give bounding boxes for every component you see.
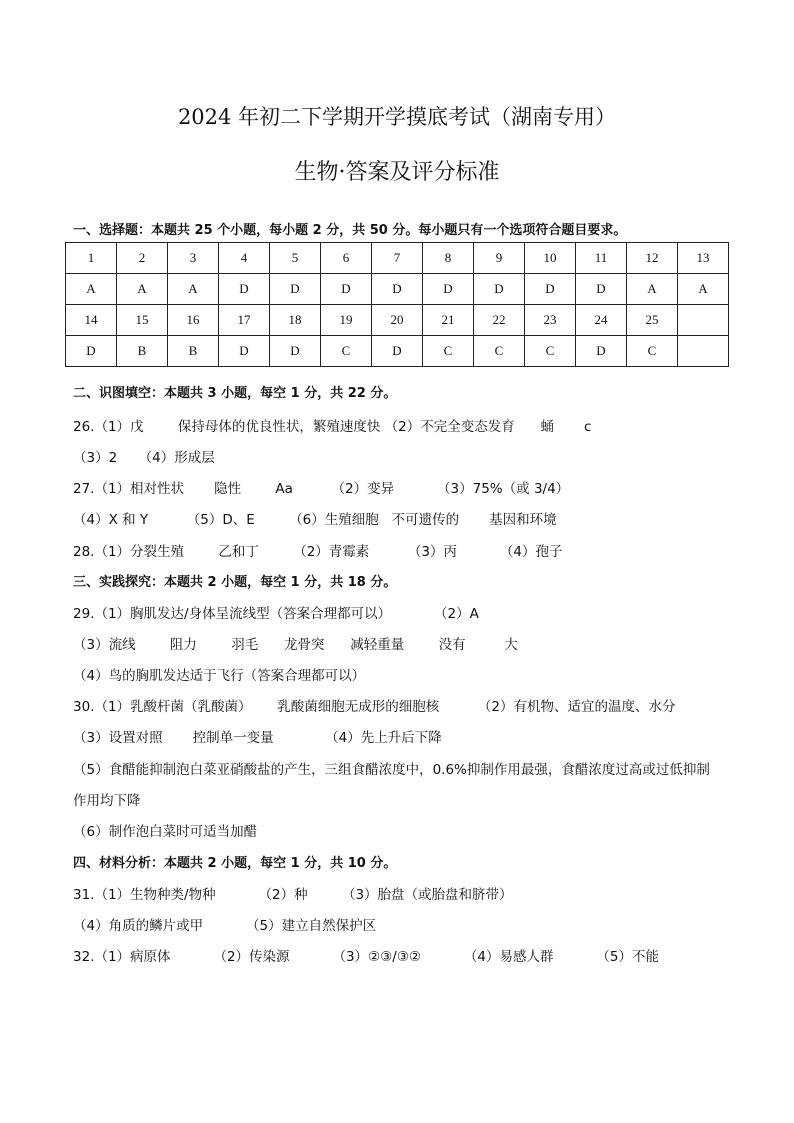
- table-cell: 21: [423, 305, 474, 336]
- table-cell: D: [423, 274, 474, 305]
- q29-line-1: 29.（1）胸肌发达/身体呈流线型（答案合理都可以） （2）A: [73, 606, 479, 622]
- table-cell: 13: [678, 243, 729, 274]
- table-row-question-numbers: [66, 243, 729, 274]
- table-cell: D: [576, 274, 627, 305]
- table-cell: C: [423, 336, 474, 367]
- table-cell: D: [525, 274, 576, 305]
- table-cell: 9: [474, 243, 525, 274]
- table-cell: A: [117, 274, 168, 305]
- table-cell: 19: [321, 305, 372, 336]
- page-subtitle: 生物·答案及评分标准: [294, 160, 500, 185]
- q26-line-1: 26.（1）戊 保持母体的优良性状，繁殖速度快 （2）不完全变态发育 蛹 c: [73, 419, 592, 435]
- table-row-answers: [66, 336, 729, 367]
- table-cell: A: [627, 274, 678, 305]
- table-cell: 15: [117, 305, 168, 336]
- table-cell: 2: [117, 243, 168, 274]
- q27-line-1: 27.（1）相对性状 隐性 Aa （2）变异 （3）75%（或 3/4）: [73, 481, 570, 497]
- table-cell: 16: [168, 305, 219, 336]
- q27-line-2: （4）X 和 Y （5）D、E （6）生殖细胞 不可遗传的 基因和环境: [73, 512, 557, 528]
- table-cell: 24: [576, 305, 627, 336]
- table-cell: D: [576, 336, 627, 367]
- table-cell: 14: [66, 305, 117, 336]
- section-1-heading: 一、选择题：本题共 25 个小题，每小题 2 分，共 50 分。每小题只有一个选项符合题目要求。: [73, 223, 627, 238]
- table-cell: B: [117, 336, 168, 367]
- table-cell: 22: [474, 305, 525, 336]
- table-cell: [678, 336, 729, 367]
- section-4-heading: 四、材料分析：本题共 2 小题，每空 1 分，共 10 分。: [73, 856, 397, 871]
- table-cell: A: [66, 274, 117, 305]
- table-cell: D: [219, 274, 270, 305]
- table-cell: A: [678, 274, 729, 305]
- table-cell: C: [474, 336, 525, 367]
- answer-table: [65, 242, 729, 367]
- table-cell: A: [168, 274, 219, 305]
- table-cell: 17: [219, 305, 270, 336]
- q30-line-1: 30.（1）乳酸杆菌（乳酸菌） 乳酸菌细胞无成形的细胞核 （2）有机物、适宜的温度、水分: [73, 699, 676, 715]
- q26-line-2: （3）2 （4）形成层: [73, 450, 215, 466]
- table-cell: D: [66, 336, 117, 367]
- table-cell: 18: [270, 305, 321, 336]
- table-cell: C: [321, 336, 372, 367]
- table-cell: 6: [321, 243, 372, 274]
- table-cell: 4: [219, 243, 270, 274]
- table-cell: B: [168, 336, 219, 367]
- table-cell: D: [474, 274, 525, 305]
- table-cell: D: [219, 336, 270, 367]
- table-cell: 3: [168, 243, 219, 274]
- table-cell: D: [270, 274, 321, 305]
- table-row-answers: [66, 274, 729, 305]
- q32-line-1: 32.（1）病原体 （2）传染源 （3）②③/③② （4）易感人群 （5）不能: [73, 949, 660, 965]
- q30-line-4: 作用均下降: [73, 793, 141, 809]
- section-3-heading: 三、实践探究：本题共 2 小题，每空 1 分，共 18 分。: [73, 575, 397, 590]
- page-title: 2024 年初二下学期开学摸底考试（湖南专用）: [177, 105, 617, 129]
- table-cell: 5: [270, 243, 321, 274]
- q31-line-2: （4）角质的鳞片或甲 （5）建立自然保护区: [73, 918, 377, 934]
- table-cell: 1: [66, 243, 117, 274]
- table-cell: [678, 305, 729, 336]
- section-2-heading: 二、识图填空：本题共 3 小题，每空 1 分，共 22 分。: [73, 386, 397, 401]
- q28-line-1: 28.（1）分裂生殖 乙和丁 （2）青霉素 （3）丙 （4）孢子: [73, 544, 563, 560]
- q29-line-3: （4）鸟的胸肌发达适于飞行（答案合理都可以）: [73, 668, 366, 684]
- q31-line-1: 31.（1）生物种类/物种 （2）种 （3）胎盘（或胎盘和脐带）: [73, 887, 513, 903]
- table-cell: 8: [423, 243, 474, 274]
- table-row-question-numbers: [66, 305, 729, 336]
- table-cell: D: [372, 274, 423, 305]
- table-cell: C: [627, 336, 678, 367]
- table-cell: 25: [627, 305, 678, 336]
- table-cell: 23: [525, 305, 576, 336]
- table-cell: D: [321, 274, 372, 305]
- table-cell: 10: [525, 243, 576, 274]
- table-cell: 12: [627, 243, 678, 274]
- table-cell: D: [270, 336, 321, 367]
- q30-line-3: （5）食醋能抑制泡白菜亚硝酸盐的产生，三组食醋浓度中，0.6%抑制作用最强，食醋浓度过高或过低抑制: [73, 762, 710, 778]
- table-cell: C: [525, 336, 576, 367]
- q30-line-5: （6）制作泡白菜时可适当加醋: [73, 824, 258, 840]
- table-cell: 7: [372, 243, 423, 274]
- table-cell: D: [372, 336, 423, 367]
- q30-line-2: （3）设置对照 控制单一变量 （4）先上升后下降: [73, 730, 442, 746]
- table-cell: 11: [576, 243, 627, 274]
- q29-line-2: （3）流线 阻力 羽毛 龙骨突 减轻重量 没有 大: [73, 637, 518, 653]
- table-cell: 20: [372, 305, 423, 336]
